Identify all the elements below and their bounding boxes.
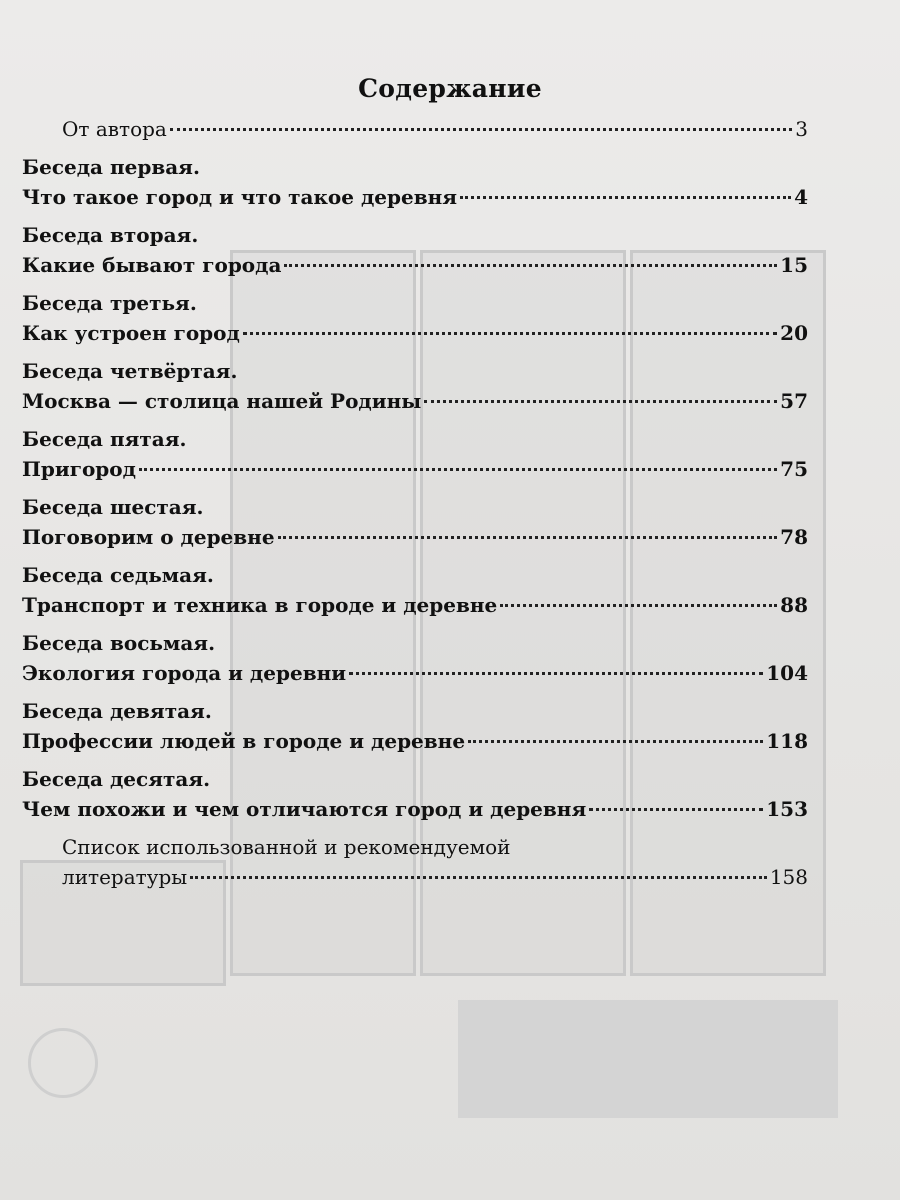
toc-page-number: 78 <box>780 525 808 549</box>
toc-entry-title: Что такое город и что такое деревня <box>22 185 458 209</box>
toc-leader-dots <box>243 332 777 335</box>
toc-entry-title: От автора <box>62 117 167 141</box>
toc-entry-heading: Беседа восьмая. <box>22 631 216 655</box>
toc-leader-dots <box>589 808 763 811</box>
toc-page-number: 20 <box>780 321 808 345</box>
toc-entry[interactable] <box>22 356 808 416</box>
toc-entry[interactable] <box>22 424 808 484</box>
toc-leader-dots <box>500 604 777 607</box>
toc-leader-dots <box>278 536 778 539</box>
toc-leader-dots <box>190 876 767 879</box>
toc-entry[interactable] <box>22 560 808 620</box>
toc-entry-title: Транспорт и техника в городе и деревне <box>22 593 498 617</box>
toc-entry-heading: Беседа шестая. <box>22 495 204 519</box>
toc-page-number: 15 <box>780 253 808 277</box>
toc-page-number: 153 <box>766 797 808 821</box>
toc-leader-dots <box>349 672 763 675</box>
publisher-logo-icon <box>28 1028 98 1098</box>
toc-entry-title: Москва — столица нашей Родины <box>22 389 422 413</box>
toc-entry[interactable] <box>22 288 808 348</box>
toc-entry[interactable] <box>22 114 808 144</box>
toc-entry-heading: Беседа первая. <box>22 155 200 179</box>
toc-page-number: 118 <box>766 729 808 753</box>
toc-entry-title: Экология города и деревни <box>22 661 347 685</box>
toc-page-number: 75 <box>780 457 808 481</box>
toc-entry-heading: Беседа десятая. <box>22 767 211 791</box>
toc-entry-title: Пригород <box>22 457 136 481</box>
toc-page-number: 3 <box>795 117 808 141</box>
toc-entry[interactable] <box>22 696 808 756</box>
toc-entry[interactable] <box>22 492 808 552</box>
toc-entry-title: Профессии людей в городе и деревне <box>22 729 466 753</box>
series-logo-block <box>458 1000 838 1118</box>
toc-leader-dots <box>468 740 763 743</box>
toc-entry-title: литературы <box>62 865 188 889</box>
toc-entry-title: Как устроен город <box>22 321 240 345</box>
toc-leader-dots <box>139 468 777 471</box>
toc-entry-heading: Беседа третья. <box>22 291 197 315</box>
toc-entry-heading: Беседа четвёртая. <box>22 359 238 383</box>
toc-leader-dots <box>424 400 777 403</box>
toc-entry-heading: Список использованной и рекомендуемой <box>62 835 511 859</box>
table-of-contents <box>22 114 808 892</box>
toc-page-number: 4 <box>794 185 808 209</box>
toc-leader-dots <box>460 196 791 199</box>
toc-page-number: 88 <box>780 593 808 617</box>
toc-entry[interactable] <box>22 764 808 824</box>
page-title: Содержание <box>358 74 542 103</box>
toc-entry-heading: Беседа пятая. <box>22 427 187 451</box>
toc-entry-title: Какие бывают города <box>22 253 282 277</box>
toc-entry-title: Поговорим о деревне <box>22 525 275 549</box>
toc-entry-heading: Беседа седьмая. <box>22 563 214 587</box>
toc-entry[interactable] <box>22 832 808 892</box>
toc-page-number: 158 <box>769 865 808 889</box>
toc-entry[interactable] <box>22 220 808 280</box>
toc-page-number: 104 <box>766 661 808 685</box>
toc-entry-title: Чем похожи и чем отличаются город и деревня <box>22 797 587 821</box>
toc-entry-heading: Беседа вторая. <box>22 223 199 247</box>
toc-entry-heading: Беседа девятая. <box>22 699 212 723</box>
toc-entry[interactable] <box>22 152 808 212</box>
toc-leader-dots <box>284 264 777 267</box>
toc-leader-dots <box>170 128 792 131</box>
toc-entry[interactable] <box>22 628 808 688</box>
toc-page-number: 57 <box>780 389 808 413</box>
